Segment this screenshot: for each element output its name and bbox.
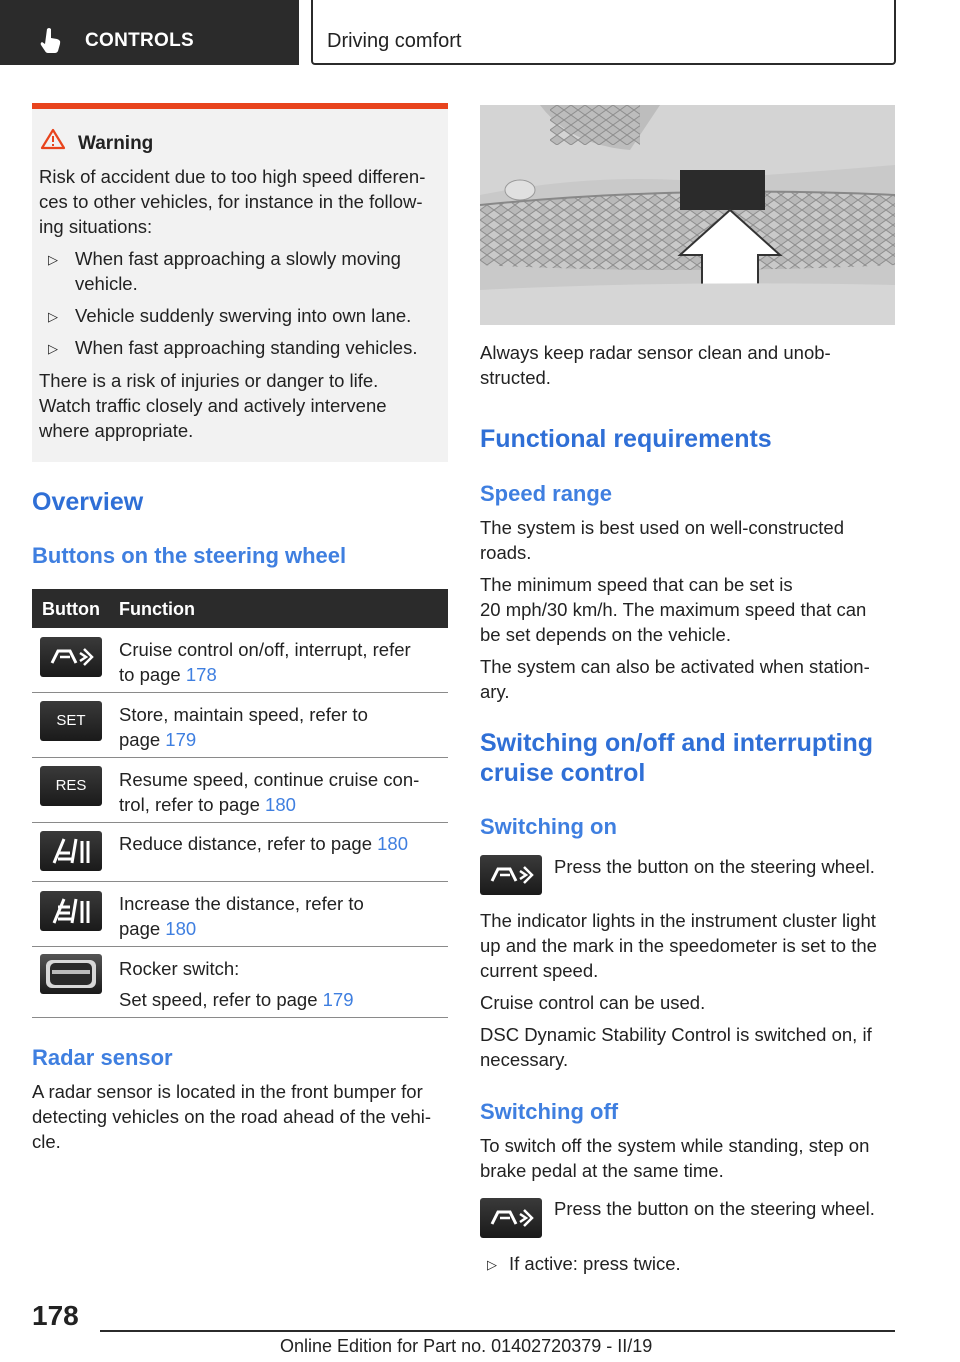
- page-link-178[interactable]: 178: [185, 664, 217, 685]
- radar-text-2: detecting vehicles on the road ahead of the vehi-: [32, 1106, 432, 1127]
- warning-outro-3: where appropriate.: [39, 420, 194, 441]
- increase-distance-icon: [40, 891, 102, 931]
- bullet-icon: ▷: [48, 309, 58, 324]
- footer-divider: [100, 1330, 895, 1332]
- functional-heading: Functional requirements: [480, 425, 772, 453]
- reduce-distance-icon: [40, 831, 102, 871]
- speed-p3-2: ary.: [480, 681, 510, 702]
- speed-range-heading: Speed range: [480, 481, 613, 506]
- section-tab: [0, 0, 299, 65]
- warning-outro-2: Watch traffic closely and actively intervene: [39, 395, 387, 416]
- switching-off-heading: Switching off: [480, 1099, 619, 1124]
- row-1-text: to page: [119, 664, 186, 685]
- speed-p2-1: The minimum speed that can be set is: [480, 574, 793, 595]
- switching-on-heading: Switching on: [480, 814, 617, 839]
- table-header: [32, 589, 448, 628]
- warning-intro-1: Risk of accident due to too high speed differen-: [39, 166, 426, 187]
- speed-p3-1: The system can also be activated when station-: [480, 656, 870, 677]
- cruise-control-icon: [480, 855, 542, 895]
- warning-bullet-2: Vehicle suddenly swerving into own lane.: [75, 305, 412, 326]
- speed-p1-2: roads.: [480, 542, 532, 563]
- switching-heading-2: cruise control: [480, 759, 646, 787]
- row-1-line-2: [119, 662, 217, 687]
- radar-heading: Radar sensor: [32, 1045, 173, 1070]
- row-5-line-2: [119, 916, 196, 941]
- radar-caption-2: structed.: [480, 367, 551, 388]
- cruise-control-icon: [480, 1198, 542, 1238]
- row-1-line-1: Cruise control on/off, interrupt, refer: [119, 639, 411, 660]
- rocker-switch-icon: [40, 954, 102, 994]
- switching-heading-1: Switching on/off and interrupting: [480, 729, 874, 757]
- switch-on-press: Press the button on the steering wheel.: [554, 856, 875, 877]
- row-divider: [32, 692, 448, 693]
- row-5-line-1: Increase the distance, refer to: [119, 893, 364, 914]
- footer-edition: Online Edition for Part no. 01402720379 - II/19: [280, 1336, 653, 1356]
- switch-off-p1-1: To switch off the system while standing, step on: [480, 1135, 870, 1156]
- warning-intro-3: ing situations:: [39, 216, 153, 237]
- row-2-line-1: Store, maintain speed, refer to: [119, 704, 368, 725]
- res-icon: RES: [40, 766, 102, 806]
- page-link-179[interactable]: 179: [322, 989, 354, 1010]
- page-link-180[interactable]: 180: [377, 833, 409, 854]
- page-link-180[interactable]: 180: [165, 918, 197, 939]
- row-6-text: Set speed, refer to page: [119, 989, 323, 1010]
- cruise-control-icon: [40, 637, 102, 677]
- warning-triangle-icon: [40, 128, 66, 150]
- radar-caption-1: Always keep radar sensor clean and unob-: [480, 342, 831, 363]
- row-5-text: page: [119, 918, 166, 939]
- set-icon: SET: [40, 701, 102, 741]
- row-divider: [32, 822, 448, 823]
- switch-on-p1-3: current speed.: [480, 960, 599, 981]
- bullet-icon: ▷: [48, 252, 58, 267]
- buttons-subheading: Buttons on the steering wheel: [32, 543, 347, 568]
- switch-off-press: Press the button on the steering wheel.: [554, 1198, 875, 1219]
- row-6-line-1: Rocker switch:: [119, 958, 240, 979]
- column-header-button: Button: [42, 599, 100, 619]
- switch-on-p3-2: necessary.: [480, 1049, 569, 1070]
- chapter-tab: [311, 0, 896, 65]
- overview-heading: Overview: [32, 488, 144, 516]
- row-divider: [32, 757, 448, 758]
- warning-bullet-1a: When fast approaching a slowly moving: [75, 248, 401, 269]
- row-3-text: trol, refer to page: [119, 794, 266, 815]
- speed-p1-1: The system is best used on well-constructed: [480, 517, 844, 538]
- row-2-text: page: [119, 729, 166, 750]
- chapter-title: Driving comfort: [327, 30, 462, 52]
- switch-on-p3-1: DSC Dynamic Stability Control is switched on, if: [480, 1024, 872, 1045]
- switch-off-p1-2: brake pedal at the same time.: [480, 1160, 724, 1181]
- hand-pointer-icon: [40, 27, 62, 53]
- column-header-function: Function: [119, 599, 195, 619]
- row-2-line-2: [119, 727, 196, 752]
- row-divider: [32, 1017, 448, 1018]
- warning-outro-1: There is a risk of injuries or danger to life.: [39, 370, 379, 391]
- radar-text-3: cle.: [32, 1131, 61, 1152]
- row-4-line-1: [119, 831, 408, 856]
- row-3-line-1: Resume speed, continue cruise con-: [119, 769, 420, 790]
- bullet-icon: ▷: [48, 341, 58, 356]
- page-link-180[interactable]: 180: [265, 794, 296, 815]
- page-number: 178: [32, 1300, 79, 1331]
- switch-on-p2: Cruise control can be used.: [480, 992, 706, 1013]
- switch-off-bullet: If active: press twice.: [509, 1253, 681, 1274]
- switch-on-p1-1: The indicator lights in the instrument cluster light: [480, 910, 876, 931]
- speed-p2-2: 20 mph/30 km/h. The maximum speed that can: [480, 599, 867, 620]
- row-divider: [32, 946, 448, 947]
- row-3-line-2: [119, 792, 296, 817]
- speed-p2-3: be set depends on the vehicle.: [480, 624, 731, 645]
- warning-bullet-3: When fast approaching standing vehicles.: [75, 337, 418, 358]
- row-6-line-2: [119, 987, 354, 1012]
- switch-on-p1-2: up and the mark in the speedometer is set to the: [480, 935, 877, 956]
- page-link-179[interactable]: 179: [165, 729, 197, 750]
- warning-title: Warning: [78, 133, 154, 154]
- bullet-icon: ▷: [487, 1257, 497, 1272]
- section-title: CONTROLS: [85, 30, 195, 51]
- radar-text-1: A radar sensor is located in the front bumper for: [32, 1081, 423, 1102]
- warning-intro-2: ces to other vehicles, for instance in the follow-: [39, 191, 423, 212]
- radar-sensor-illustration: [480, 105, 895, 325]
- row-divider: [32, 881, 448, 882]
- warning-bullet-1b: vehicle.: [75, 273, 138, 294]
- row-4-text: Reduce distance, refer to page: [119, 833, 378, 854]
